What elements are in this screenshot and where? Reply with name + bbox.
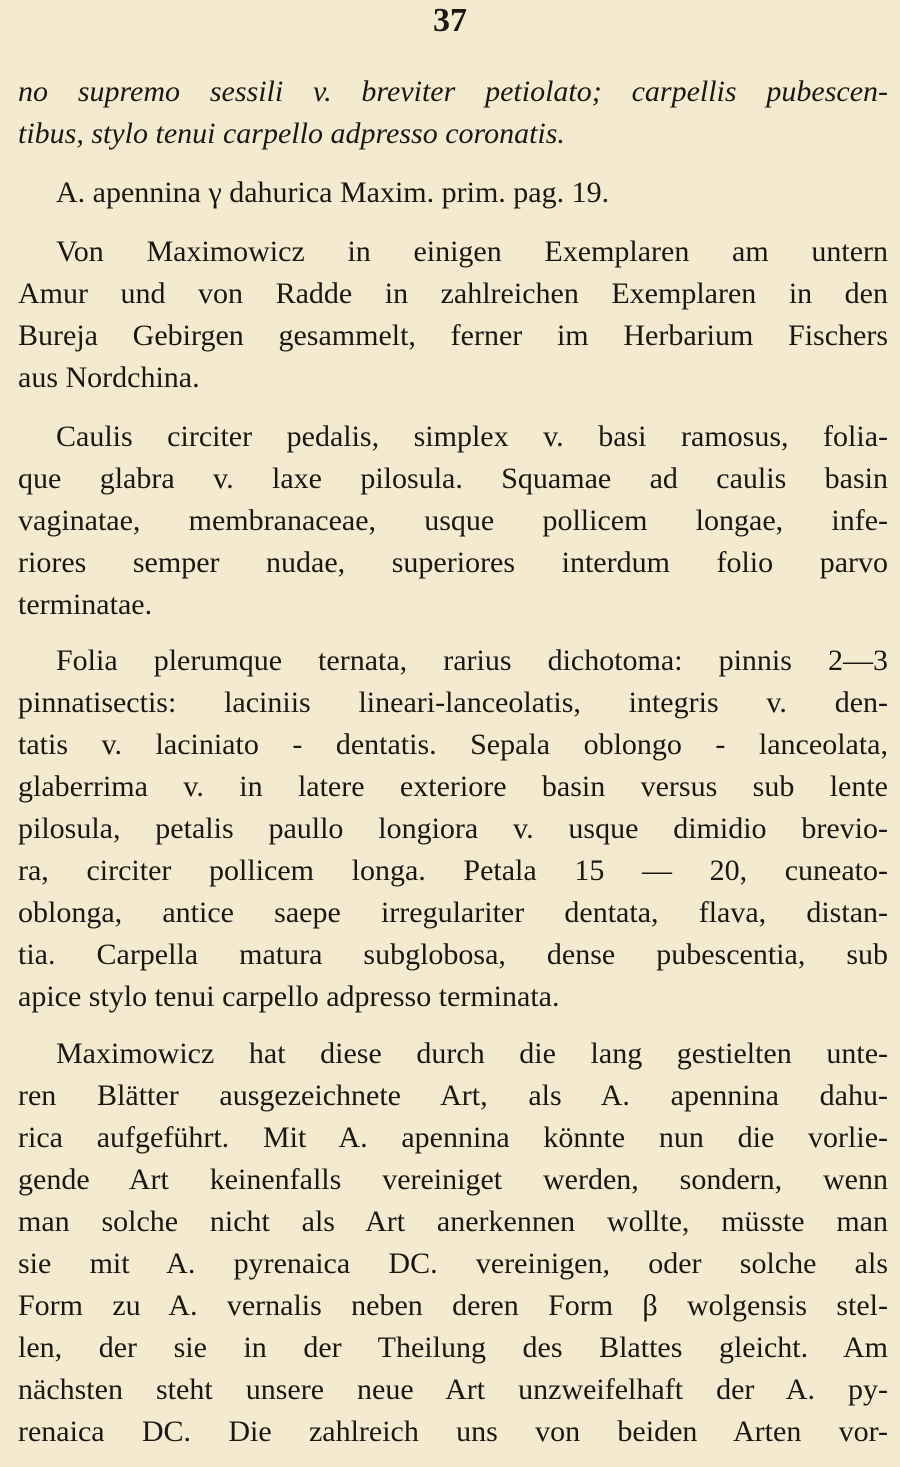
text-line: Maximowicz hat diese durch die lang gestielten unte- — [56, 1037, 888, 1070]
text-line: renaica DC. Die zahlreich uns von beiden Arten vor- — [18, 1415, 888, 1448]
text-line: Caulis circiter pedalis, simplex v. basi ramosus, folia- — [56, 420, 888, 453]
text-line: Von Maximowicz in einigen Exemplaren am untern — [56, 235, 888, 268]
text-line: oblonga, antice saepe irregulariter dentata, flava, distan- — [18, 896, 888, 929]
text-line: tibus, stylo tenui carpello adpresso coronatis. — [18, 117, 565, 150]
text-line: len, der sie in der Theilung des Blattes gleicht. Am — [18, 1331, 888, 1364]
text-line: riores semper nudae, superiores interdum folio parvo — [18, 546, 888, 579]
text-line: sie mit A. pyrenaica DC. vereinigen, oder solche als — [18, 1247, 888, 1280]
text-line: no supremo sessili v. breviter petiolato; carpellis pubescen- — [18, 75, 888, 108]
text-line: tatis v. laciniato - dentatis. Sepala oblongo - lanceolata, — [18, 728, 888, 761]
text-line: ra, circiter pollicem longa. Petala 15 — 20, cuneato- — [18, 854, 888, 887]
text-line: Folia plerumque ternata, rarius dichotoma: pinnis 2—3 — [56, 644, 888, 677]
text-line: vaginatae, membranaceae, usque pollicem longae, infe- — [18, 504, 888, 537]
text-line: aus Nordchina. — [18, 361, 200, 394]
text-line: glaberrima v. in latere exteriore basin versus sub lente — [18, 770, 888, 803]
text-line: pilosula, petalis paullo longiora v. usque dimidio brevio- — [18, 812, 888, 845]
text-line: gende Art keinenfalls vereiniget werden, sondern, wenn — [18, 1163, 888, 1196]
text-line: nächsten steht unsere neue Art unzweifelhaft der A. py- — [18, 1373, 888, 1406]
text-line: ren Blätter ausgezeichnete Art, als A. apennina dahu- — [18, 1079, 888, 1112]
text-line: rica aufgeführt. Mit A. apennina könnte nun die vorlie- — [18, 1121, 888, 1154]
page-number: 37 — [433, 2, 467, 39]
text-line: Amur und von Radde in zahlreichen Exemplaren in den — [18, 277, 888, 310]
text-line: man solche nicht als Art anerkennen wollte, müsste man — [18, 1205, 888, 1238]
text-line: terminatae. — [18, 588, 153, 621]
text-line: A. apennina γ dahurica Maxim. prim. pag. 19. — [56, 176, 610, 209]
text-line: que glabra v. laxe pilosula. Squamae ad caulis basin — [18, 462, 888, 495]
text-line: pinnatisectis: laciniis lineari-lanceolatis, integris v. den- — [18, 686, 888, 719]
text-line: tia. Carpella matura subglobosa, dense pubescentia, sub — [18, 938, 888, 971]
text-line: apice stylo tenui carpello adpresso terminata. — [18, 980, 560, 1013]
text-line: Form zu A. vernalis neben deren Form β wolgensis stel- — [18, 1289, 888, 1322]
text-line: Bureja Gebirgen gesammelt, ferner im Herbarium Fischers — [18, 319, 888, 352]
